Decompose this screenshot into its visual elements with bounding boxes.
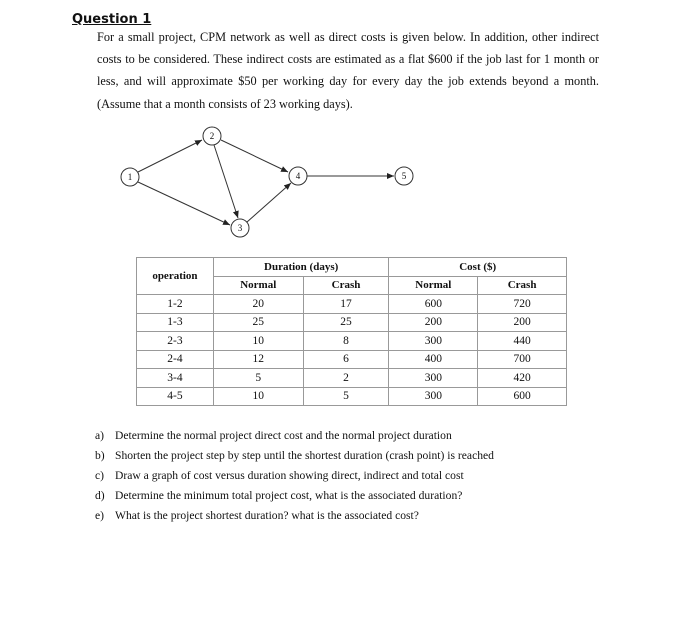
- table-cell: 300: [389, 369, 478, 388]
- table-row: [137, 387, 567, 406]
- svg-text:5: 5: [401, 171, 407, 181]
- svg-text:3: 3: [237, 223, 243, 233]
- header-duration: Duration (days): [213, 258, 389, 277]
- svg-text:2: 2: [209, 131, 215, 141]
- question-letter: e): [95, 509, 105, 522]
- table-row: [137, 369, 567, 388]
- table-row: [137, 295, 567, 314]
- node-3: [231, 219, 249, 237]
- table-cell: 2-3: [137, 332, 214, 351]
- table-cell: 20: [213, 295, 303, 314]
- edge-1-3: [138, 182, 230, 225]
- question-letter: b): [95, 449, 105, 462]
- question-item: [95, 486, 494, 506]
- edge-2-3: [214, 145, 238, 218]
- node-2: [203, 127, 221, 145]
- table-cell: 1-3: [137, 313, 214, 332]
- question-item: [95, 426, 494, 446]
- table-cell: 25: [303, 313, 389, 332]
- table-cell: 2-4: [137, 350, 214, 369]
- table-cell: 300: [389, 387, 478, 406]
- table-cell: 2: [303, 369, 389, 388]
- questions-list: [95, 426, 494, 526]
- table-cell: 1-2: [137, 295, 214, 314]
- header-cost-normal: Normal: [389, 276, 478, 295]
- cost-duration-table: [136, 257, 567, 406]
- table-cell: 8: [303, 332, 389, 351]
- edge-3-4: [247, 183, 291, 222]
- table-cell: 720: [478, 295, 567, 314]
- table-cell: 17: [303, 295, 389, 314]
- svg-text:4: 4: [295, 171, 301, 181]
- cpm-network-diagram: [0, 0, 700, 250]
- header-cost-crash: Crash: [478, 276, 567, 295]
- question-text: Determine the normal project direct cost and the normal project duration: [115, 429, 452, 442]
- table-row: [137, 350, 567, 369]
- table-cell: 4-5: [137, 387, 214, 406]
- question-letter: c): [95, 469, 105, 482]
- table-cell: 200: [389, 313, 478, 332]
- table-cell: 700: [478, 350, 567, 369]
- table-cell: 440: [478, 332, 567, 351]
- table-cell: 400: [389, 350, 478, 369]
- node-4: [289, 167, 307, 185]
- header-duration-crash: Crash: [303, 276, 389, 295]
- node-5: [395, 167, 413, 185]
- table-cell: 300: [389, 332, 478, 351]
- node-1: [121, 168, 139, 186]
- question-item: [95, 506, 494, 526]
- question-item: [95, 446, 494, 466]
- header-cost: Cost ($): [389, 258, 567, 277]
- svg-text:1: 1: [127, 172, 133, 182]
- table-cell: 6: [303, 350, 389, 369]
- table-cell: 10: [213, 332, 303, 351]
- question-text: Draw a graph of cost versus duration showing direct, indirect and total cost: [115, 469, 464, 482]
- question-title: Question 1: [72, 12, 152, 27]
- header-duration-normal: Normal: [213, 276, 303, 295]
- table-row: [137, 332, 567, 351]
- intro-paragraph: For a small project, CPM network as well as direct costs is given below. In addition, other indirect costs to be considered. These indirect costs are estimated as a flat $600 if the job last for 1 month or less, and will approximate $50 per working day for every day the job extends beyond a month. (Assume that a month consists of 23 working days).: [97, 30, 599, 111]
- table-cell: 420: [478, 369, 567, 388]
- question-item: [95, 466, 494, 486]
- question-text: Shorten the project step by step until the shortest duration (crash point) is reached: [115, 449, 494, 462]
- edge-1-2: [138, 140, 202, 172]
- question-text: What is the project shortest duration? what is the associated cost?: [115, 509, 419, 522]
- table-cell: 25: [213, 313, 303, 332]
- question-text: Determine the minimum total project cost, what is the associated duration?: [115, 489, 463, 502]
- table-cell: 10: [213, 387, 303, 406]
- table-cell: 5: [303, 387, 389, 406]
- edge-2-4: [221, 140, 288, 172]
- header-operation: operation: [137, 258, 214, 295]
- question-letter: d): [95, 489, 105, 502]
- table-cell: 12: [213, 350, 303, 369]
- table-cell: 600: [389, 295, 478, 314]
- table-cell: 3-4: [137, 369, 214, 388]
- table-cell: 200: [478, 313, 567, 332]
- table-cell: 5: [213, 369, 303, 388]
- table-row: [137, 313, 567, 332]
- table-cell: 600: [478, 387, 567, 406]
- question-letter: a): [95, 429, 105, 442]
